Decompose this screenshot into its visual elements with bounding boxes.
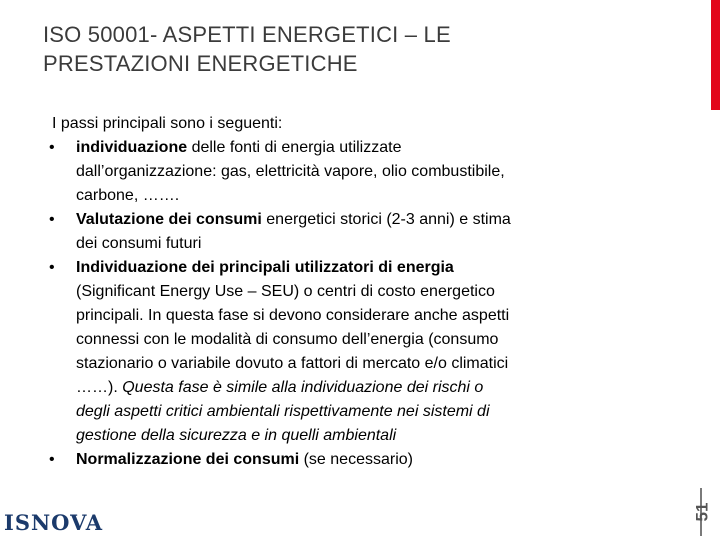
slide-title-line-1: ISO 50001- ASPETTI ENERGETICI – LE <box>43 22 451 47</box>
isnova-logo: ISNOVA <box>4 510 104 535</box>
bullet-item-utilizzatori-energia <box>49 256 649 448</box>
bullet-item-text: carbone, ……. <box>76 187 180 204</box>
bullet-item-italic: degli aspetti critici ambientali rispettivamente nei sistemi di <box>76 403 490 420</box>
bullet-item-text: principali. In questa fase si devono considerare anche aspetti <box>76 307 510 324</box>
page-number <box>686 488 718 536</box>
bullet-item-fonti-energia <box>49 136 649 208</box>
bullet-item-italic: gestione della sicurezza e in quelli ambientali <box>76 427 397 444</box>
bullet-item-text: dei consumi futuri <box>76 235 202 252</box>
bullet-item-bold: Normalizzazione dei consumi <box>76 451 300 468</box>
accent-bar <box>711 0 720 110</box>
slide-title <box>43 20 663 78</box>
bullet-item-normalizzazione <box>49 448 649 472</box>
bullet-item-text: (Significant Energy Use – SEU) o centri di costo energetico <box>76 283 495 300</box>
bullet-item-text: (se necessario) <box>299 451 413 468</box>
bullet-item-bold: Individuazione dei principali utilizzatori di energia <box>76 259 454 276</box>
bullet-item-valutazione-consumi <box>49 208 649 256</box>
bullet-item-text: connessi con le modalità di consumo dell’energia (consumo <box>76 331 499 348</box>
intro-text: I passi principali sono i seguenti: <box>52 115 283 132</box>
bullet-item-bold: individuazione <box>76 139 188 156</box>
slide-body <box>49 112 649 472</box>
bullet-item-bold: Valutazione dei consumi <box>76 211 262 228</box>
bullet-list <box>49 136 649 472</box>
bullet-item-text: energetici storici (2-3 anni) e stima <box>261 211 511 228</box>
page-number-text: 51 <box>691 502 711 522</box>
slide-title-line-2: PRESTAZIONI ENERGETICHE <box>43 51 358 76</box>
bullet-item-text: ……). <box>76 379 123 396</box>
bullet-item-text: stazionario o variabile dovuto a fattori di mercato e/o climatici <box>76 355 509 372</box>
bullet-item-text: dall’organizzazione: gas, elettricità vapore, olio combustibile, <box>76 163 505 180</box>
bullet-item-italic: Questa fase è simile alla individuazione dei rischi o <box>122 379 484 396</box>
bullet-item-text: delle fonti di energia utilizzate <box>187 139 402 156</box>
